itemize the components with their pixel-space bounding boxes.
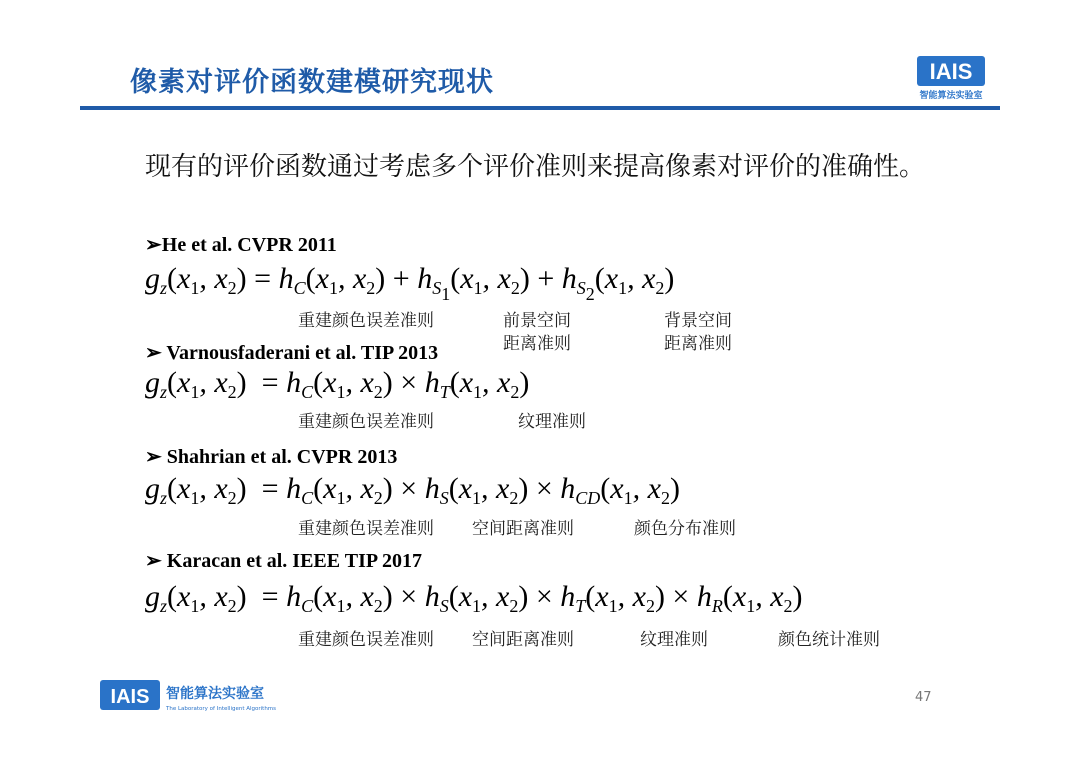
label-3a: 重建颜色误差准则 <box>298 519 434 539</box>
label-4d: 颜色统计准则 <box>778 630 880 650</box>
label-4c: 纹理准则 <box>640 630 708 650</box>
svg-text:IAIS: IAIS <box>929 59 973 84</box>
section-4-heading: ➢ Karacan et al. IEEE TIP 2017 <box>145 550 422 572</box>
section-3-heading: ➢ Shahrian et al. CVPR 2013 <box>145 446 398 468</box>
label-3b: 空间距离准则 <box>472 519 574 539</box>
page-number: 47 <box>915 690 932 705</box>
section-2-heading: ➢ Varnousfaderani et al. TIP 2013 <box>145 342 439 364</box>
section-1-heading: ➢He et al. CVPR 2011 <box>145 234 337 256</box>
equation-3: $g_z(x_1$, $x_2) = h_C(x_1$, $x_2) \times h_S(x_1$, $x_2) \times h_{CD}(x_1$, $x_2$) <box>145 472 680 508</box>
slide-title: 像素对评价函数建模研究现状 <box>130 67 494 98</box>
footer-logo-icon <box>100 678 290 716</box>
logo-top-text: 智能算法实验室 <box>919 91 983 101</box>
label-1e: 距离准则 <box>664 334 732 354</box>
label-4b: 空间距离准则 <box>472 630 574 650</box>
svg-text:IAIS: IAIS <box>110 686 150 708</box>
equation-2: $g_z(x_1$, $x_2) = h_C(x_1$, $x_2) \times h_T(x_1$, $x_2$) <box>145 366 530 402</box>
label-4a: 重建颜色误差准则 <box>298 630 434 650</box>
label-1b: 前景空间 <box>503 311 571 331</box>
label-2a: 重建颜色误差准则 <box>298 412 434 432</box>
label-1d: 背景空间 <box>664 311 732 331</box>
label-2b: 纹理准则 <box>518 412 586 432</box>
logo-bottom-text: 智能算法实验室 <box>166 686 264 702</box>
title-divider <box>80 106 1000 110</box>
intro-text: 现有的评价函数通过考虑多个评价准则来提高像素对评价的准确性。 <box>145 152 926 182</box>
label-1a: 重建颜色误差准则 <box>298 311 434 331</box>
label-3c: 颜色分布准则 <box>634 519 736 539</box>
lab-logo-icon <box>915 52 987 102</box>
equation-4: $g_z(x_1$, $x_2) = h_C(x_1$, $x_2) \times h_S(x_1$, $x_2) \times h_T(x_1$, $x_2) \times h_R(x_1$, $x_2$) <box>145 580 803 616</box>
label-1c: 距离准则 <box>503 334 571 354</box>
equation-1: $g_z(x_1$, $x_2) = h_C(x_1$, $x_2) + h_{S_1}(x_1$, $x_2) + h_{S_2}(x_1$, $x_2$) <box>145 262 675 304</box>
logo-subtitle: The Laboratory of Intelligent Algorithms <box>166 706 277 712</box>
